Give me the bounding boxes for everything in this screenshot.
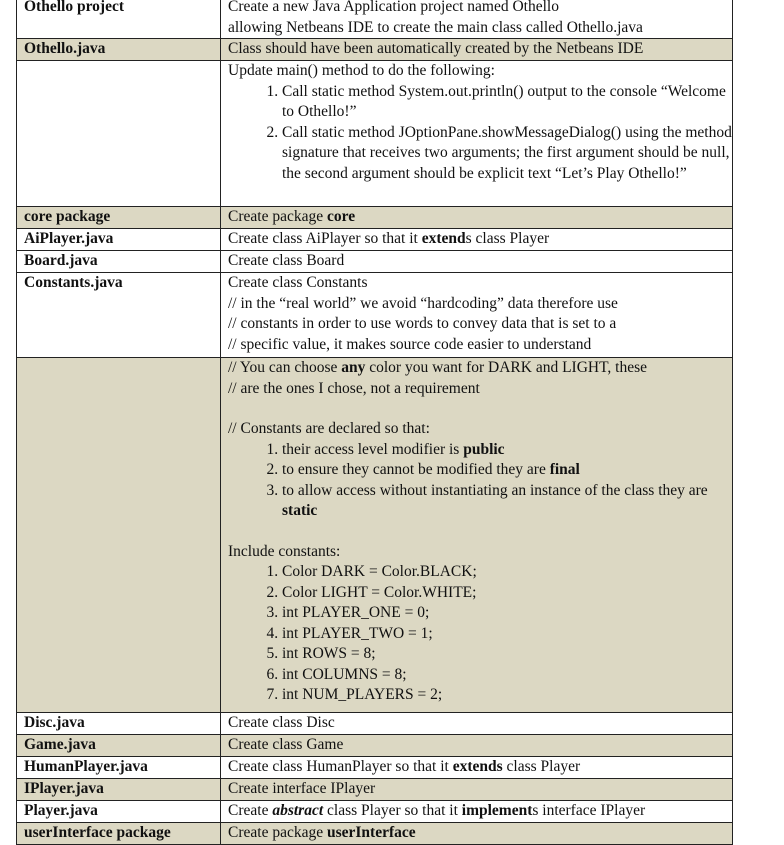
cell-main-update-desc [221, 61, 733, 207]
list-item: 7. int NUM_PLAYERS = 2; [282, 685, 732, 706]
row-othello-project [17, 0, 733, 39]
text-line: // Constants are declared so that: [228, 420, 430, 437]
text-span: s interface IPlayer [532, 802, 646, 819]
list-item: 5. int ROWS = 8; [282, 644, 732, 665]
cell-constants-name: Constants.java [17, 273, 221, 358]
list-item [282, 440, 732, 461]
row-player [17, 801, 733, 823]
cell-game-name: Game.java [17, 735, 221, 757]
spacer [228, 522, 732, 542]
constants-list [228, 562, 732, 706]
list-item: 6. int COLUMNS = 8; [282, 665, 732, 686]
text-span: class Player so that it [323, 802, 462, 819]
row-game [17, 735, 733, 757]
row-othello-java [17, 39, 733, 61]
cell-othello-java-desc: Class should have been automatically created by the Netbeans IDE [221, 39, 733, 61]
bold-text: any [341, 359, 366, 376]
list-item [282, 481, 732, 522]
cell-constants-desc [221, 273, 733, 358]
text-line [228, 358, 732, 379]
row-userinterface-package [17, 823, 733, 845]
rules-list [228, 440, 732, 522]
bold-text: implement [461, 802, 533, 819]
cell-empty [17, 61, 221, 207]
row-disc [17, 713, 733, 735]
cell-aiplayer-name: AiPlayer.java [17, 229, 221, 251]
text-line: // in the “real world” we avoid “hardcoding” data therefore use [228, 294, 618, 312]
text-span: to ensure they cannot be modified they are [282, 461, 550, 478]
cell-othello-project-name: Othello project [17, 0, 221, 39]
cell-humanplayer-desc [221, 757, 733, 779]
text-line: // specific value, it makes source code easier to understand [228, 335, 592, 353]
cell-iplayer-desc: Create interface IPlayer [221, 779, 733, 801]
cell-board-name: Board.java [17, 251, 221, 273]
bold-italic-text: abstract [272, 802, 324, 819]
row-core-package [17, 207, 733, 229]
cell-humanplayer-name: HumanPlayer.java [17, 757, 221, 779]
cell-userinterface-package-desc [221, 823, 733, 845]
text-span: Create class AiPlayer so that it [228, 230, 422, 247]
row-constants-details [17, 358, 733, 713]
cell-disc-name: Disc.java [17, 713, 221, 735]
bold-text: userInterface [326, 824, 416, 841]
row-main-update [17, 61, 733, 207]
text-span: color you want for DARK and LIGHT, these [365, 359, 648, 376]
text-line: // constants in order to use words to convey data that is set to a [228, 315, 617, 332]
row-iplayer [17, 779, 733, 801]
spacer [228, 399, 732, 419]
list-item: 2. Call static method JOptionPane.showMessageDialog() using the method signature that receives two arguments; the first argument should be null, the second argument should be explicit text “Let’s Play Othello!” [282, 123, 732, 185]
text-line: // are the ones I chose, not a requirement [228, 379, 480, 397]
bold-text: extend [421, 230, 466, 247]
bold-text: public [463, 440, 505, 458]
text-line: allowing Netbeans IDE to create the main class called Othello.java [228, 18, 643, 36]
text-span: Create package [228, 824, 327, 841]
list-item: 1. Color DARK = Color.BLACK; [282, 562, 732, 583]
row-board [17, 251, 733, 273]
bold-text: final [549, 461, 580, 478]
row-constants [17, 273, 733, 358]
requirements-table [16, 0, 733, 845]
list-item: 3. int PLAYER_ONE = 0; [282, 603, 732, 624]
cell-disc-desc: Create class Disc [221, 713, 733, 735]
text-span: Create package [228, 208, 327, 225]
cell-iplayer-name: IPlayer.java [17, 779, 221, 801]
list-item: 2. Color LIGHT = Color.WHITE; [282, 583, 732, 604]
cell-player-name: Player.java [17, 801, 221, 823]
cell-userinterface-package-name: userInterface package [17, 823, 221, 845]
row-humanplayer [17, 757, 733, 779]
cell-player-desc [221, 801, 733, 823]
bold-text: extends [452, 758, 503, 775]
cell-game-desc: Create class Game [221, 735, 733, 757]
cell-board-desc: Create class Board [221, 251, 733, 273]
list-item [282, 460, 732, 481]
cell-core-package-desc [221, 207, 733, 229]
text-span: class Player [502, 758, 581, 775]
bold-text: core [326, 208, 356, 225]
main-steps-list [228, 82, 732, 185]
text-span: Create class HumanPlayer so that it [228, 758, 453, 775]
cell-aiplayer-desc [221, 229, 733, 251]
cell-core-package-name: core package [17, 207, 221, 229]
cell-othello-project-desc [221, 0, 733, 39]
text-span: // You can choose [228, 359, 342, 376]
text-line: Create class Constants [228, 274, 368, 291]
bold-text: static [282, 502, 318, 519]
row-aiplayer [17, 229, 733, 251]
text-span: Create [228, 802, 273, 819]
list-item: 4. int PLAYER_TWO = 1; [282, 624, 732, 645]
text-span: their access level modifier is [282, 440, 464, 458]
cell-empty [17, 358, 221, 713]
cell-othello-java-name: Othello.java [17, 39, 221, 61]
cell-constants-details [221, 358, 733, 713]
text-line: Include constants: [228, 542, 341, 560]
text-span: s class Player [465, 230, 550, 247]
text-span: to allow access without instantiating an instance of the class they are [282, 481, 708, 499]
text-line: Update main() method to do the following: [228, 62, 495, 79]
list-item: 1. Call static method System.out.println() output to the console “Welcome to Othello!” [282, 82, 732, 123]
text-line: Create a new Java Application project named Othello [228, 0, 559, 15]
